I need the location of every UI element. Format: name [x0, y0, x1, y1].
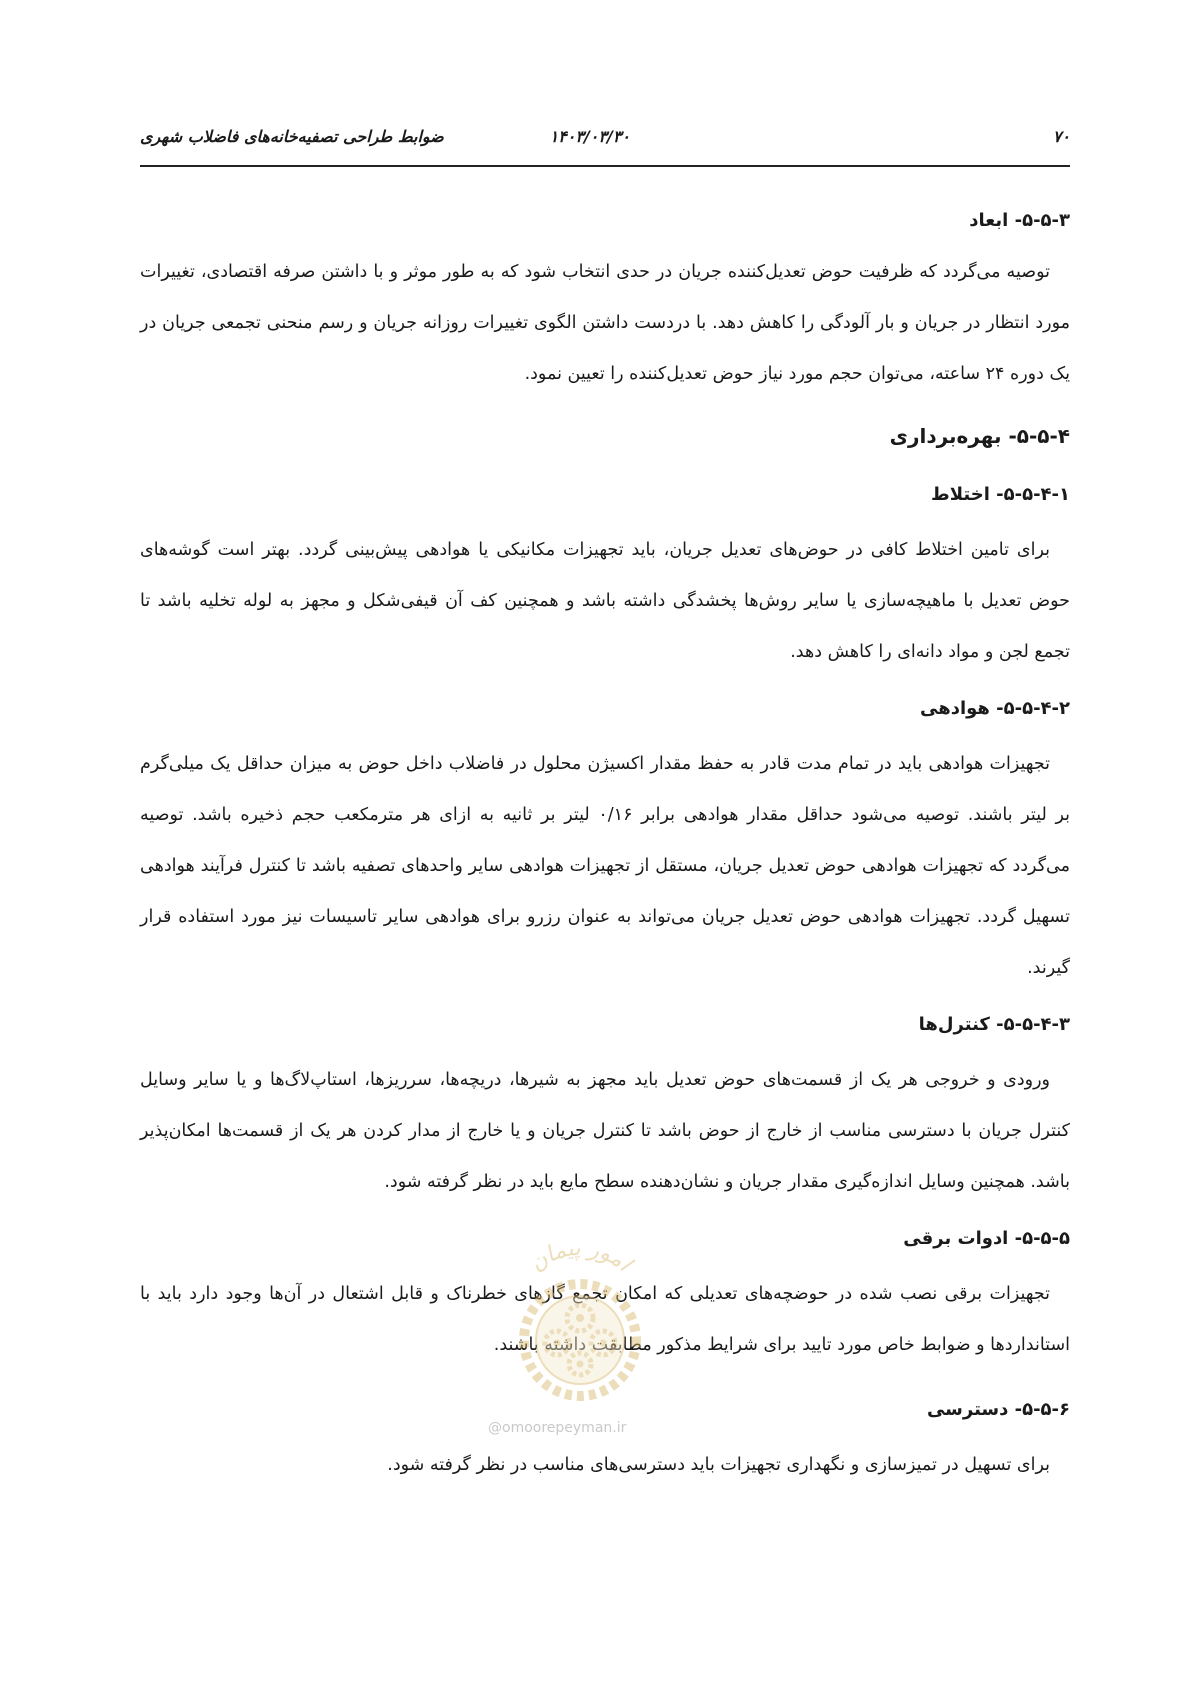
- section-paragraph-aeration: تجهیزات هوادهی باید در تمام مدت قادر به حفظ مقدار اکسیژن محلول در فاضلاب داخل حوض به میزان حداقل یک میلی‌گرم بر لیتر باشند. توصیه می‌شود حداقل مقدار هوادهی برابر ۰/۱۶ لیتر بر ثانیه به ازای هر مترمکعب حجم ذخیره باشد. توصیه می‌گردد که تجهیزات هوادهی حوض تعدیل جریان، مستقل از تجهیزات هوادهی سایر واحدهای تصفیه باشد تا کنترل فرآیند هوادهی تسهیل گردد. تجهیزات هوادهی حوض تعدیل جریان می‌تواند به عنوان رزرو برای هوادهی سایر تاسیسات نیز مورد استفاده قرار گیرند.: [140, 754, 1070, 978]
- section-paragraph-controls: ورودی و خروجی هر یک از قسمت‌های حوض تعدیل باید مجهز به شیرها، دریچه‌ها، سرریزها، استاپ‌لاگ‌ها و یا سایر وسایل کنترل جریان با دسترسی مناسب از خارج از حوض باشد تا کنترل جریان و یا خارج از مدار کردن هر یک از قسمت‌ها امکان‌پذیر باشد. همچنین وسایل اندازه‌گیری مقدار جریان و نشان‌دهنده سطح مایع باید در نظر گرفته شود.: [140, 1070, 1070, 1192]
- section-paragraph-electrical: تجهیزات برقی نصب شده در حوضچه‌های تعدیلی که امکان تجمع گازهای خطرناک و قابل اشتعال در آن‌ها وجود دارد باید با استانداردها و ضوابط خاص مورد تایید برای شرایط مذکور مطابقت داشته باشند.: [140, 1284, 1070, 1355]
- section-heading-aeration: ۵-۵-۴-۲- هوادهی: [920, 698, 1070, 719]
- header-divider: [140, 165, 1070, 167]
- watermark-handle: @omoorepeyman.ir: [488, 1420, 627, 1436]
- page-number: ۷۰: [1052, 127, 1070, 146]
- section-paragraph-access: برای تسهیل در تمیزسازی و نگهداری تجهیزات باید دسترسی‌های مناسب در نظر گرفته شود.: [387, 1455, 1050, 1475]
- header-date: ۱۴۰۳/۰۳/۳۰: [549, 127, 630, 146]
- section-paragraph-mixing: برای تامین اختلاط کافی در حوض‌های تعدیل جریان، باید تجهیزات مکانیکی یا هوادهی پیش‌بینی گردد. بهتر است گوشه‌های حوض تعدیل با ماهیچه‌سازی یا سایر روش‌ها پخشدگی داشته باشد و همچنین کف آن قیفی‌شکل و مجهز به لوله تخلیه باشد تا تجمع لجن و مواد دانه‌ای را کاهش دهد.: [140, 540, 1070, 662]
- section-heading-access: ۵-۵-۶- دسترسی: [926, 1399, 1070, 1420]
- page-header: [140, 127, 1070, 157]
- section-heading-controls: ۵-۵-۴-۳- کنترل‌ها: [918, 1014, 1070, 1035]
- section-heading-operation: ۵-۵-۴- بهره‌برداری: [889, 424, 1070, 448]
- section-paragraph-dimensions: توصیه می‌گردد که ظرفیت حوض تعدیل‌کننده جریان در حدی انتخاب شود که به طور موثر و با داشتن صرفه اقتصادی، تغییرات مورد انتظار در جریان و بار آلودگی را کاهش دهد. با دردست داشتن الگوی تغییرات روزانه جریان و رسم منحنی تجمعی جریان در یک دوره ۲۴ ساعته، می‌توان حجم مورد نیاز حوض تعدیل‌کننده را تعیین نمود.: [140, 262, 1070, 384]
- watermark-logo: [495, 1198, 665, 1438]
- svg-text:امور پیمان: امور پیمان: [525, 1235, 636, 1277]
- section-heading-mixing: ۵-۵-۴-۱- اختلاط: [931, 484, 1070, 505]
- section-heading-dimensions: ۵-۵-۳- ابعاد: [969, 210, 1070, 231]
- section-heading-electrical: ۵-۵-۵- ادوات برقی: [903, 1228, 1070, 1249]
- document-title: ضوابط طراحی تصفیه‌خانه‌های فاضلاب شهری: [140, 127, 444, 146]
